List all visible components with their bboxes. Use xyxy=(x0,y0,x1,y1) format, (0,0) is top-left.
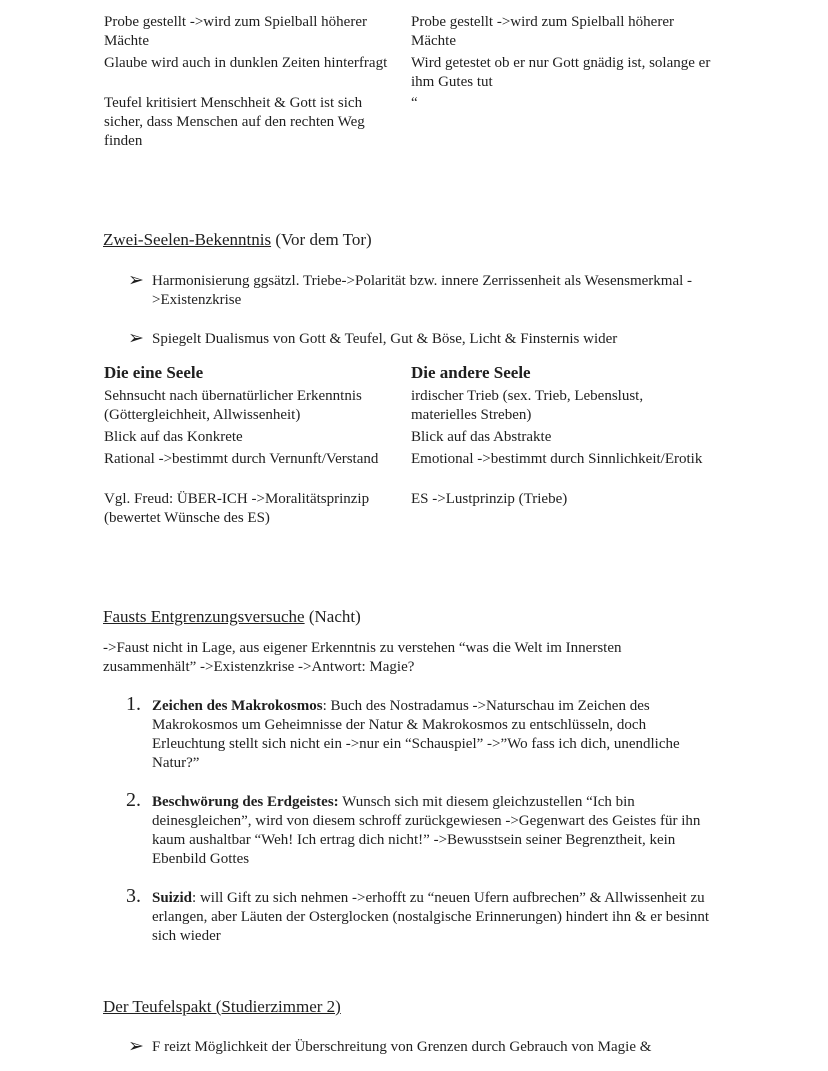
list-item-bold: Suizid xyxy=(152,890,193,906)
table-right-cell-2: Blick auf das Abstrakte xyxy=(411,429,552,445)
section-heading-teufelspakt: Der Teufelspakt (Studierzimmer 2) xyxy=(103,997,341,1016)
list-number: 2. xyxy=(126,789,141,811)
arrow-bullet-icon: ➢ xyxy=(128,270,144,291)
list-item-bold: Zeichen des Makrokosmos xyxy=(152,698,323,714)
top-table-right-cell-3: “ xyxy=(411,95,418,111)
list-item xyxy=(152,889,722,946)
list-item-text: : will Gift zu sich nehmen ->erhofft zu “neuen Ufern aufbrechen” & Allwissenheit zu erlangen, aber Läuten der Osterglocken (nostalgische Erinnerungen) hindert ihn & er besinnt sich wieder xyxy=(152,890,710,944)
table-left-cell-4: Vgl. Freud: ÜBER-ICH ->Moralitätsprinzip (bewertet Wünsche des ES) xyxy=(104,491,370,526)
bullet-text: Harmonisierung ggsätzl. Triebe->Polarität bzw. innere Zerrissenheit als Wesensmerkmal ->Existenzkrise xyxy=(152,273,693,308)
top-table-left-cell-2: Glaube wird auch in dunklen Zeiten hinterfragt xyxy=(104,55,388,71)
top-table-left-cell-1: Probe gestellt ->wird zum Spielball höherer Mächte xyxy=(104,14,367,49)
section-title: Fausts Entgrenzungsversuche xyxy=(103,607,305,626)
top-table-left-cell-3: Teufel kritisiert Menschheit & Gott ist sich sicher, dass Menschen auf den rechten Weg finden xyxy=(104,95,365,149)
arrow-bullet-icon: ➢ xyxy=(128,1036,144,1057)
list-item xyxy=(152,793,722,869)
list-item-text: : Buch des Nostradamus ->Naturschau im Zeichen des Makrokosmos um Geheimnisse der Natur & Makrokosmos zu entschlüsseln, doch Erleuchtung stellt sich nicht ein ->nur ein “Schauspiel” ->”Wo fass ich dich, unendliche Natur?” xyxy=(152,698,680,771)
table-left-cell-1: Sehnsucht nach übernatürlicher Erkenntnis (Göttergleichheit, Allwissenheit) xyxy=(104,388,362,423)
table-left-cell-2: Blick auf das Konkrete xyxy=(104,429,243,445)
table-header-right: Die andere Seele xyxy=(411,363,531,382)
section-heading-entgrenzung xyxy=(103,606,361,628)
list-number: 3. xyxy=(126,885,141,907)
table-right-cell-4: ES ->Lustprinzip (Triebe) xyxy=(411,491,568,507)
section-heading-zwei-seelen xyxy=(103,229,372,251)
table-right-cell-1: irdischer Trieb (sex. Trieb, Lebenslust, materielles Streben) xyxy=(411,388,644,423)
top-table-right-cell-1: Probe gestellt ->wird zum Spielball höherer Mächte xyxy=(411,14,674,49)
bullet-text: Spiegelt Dualismus von Gott & Teufel, Gut & Böse, Licht & Finsternis wider xyxy=(152,331,618,347)
section-title: Zwei-Seelen-Bekenntnis xyxy=(103,230,272,249)
top-table-right-cell-2: Wird getestet ob er nur Gott gnädig ist, solange er ihm Gutes tut xyxy=(411,55,711,90)
list-item-text: Wunsch sich mit diesem gleichzustellen “Ich bin deinesgleichen”, wird von diesem schroff zurückgewiesen ->Gegenwart des Geistes für ihn kaum aushaltbar “Weh! Ich ertrag dich nicht!” ->Bewusstsein seiner Begrenztheit, kein Ebenbild Gottes xyxy=(152,794,701,867)
section-intro: ->Faust nicht in Lage, aus eigener Erkenntnis zu verstehen “was die Welt im Innersten zusammenhält” ->Existenzkrise ->Antwort: Magie? xyxy=(103,640,622,675)
list-item-bold: Beschwörung des Erdgeistes: xyxy=(152,794,339,810)
arrow-bullet-icon: ➢ xyxy=(128,328,144,349)
list-item xyxy=(152,697,722,773)
bullet-text: F reizt Möglichkeit der Überschreitung von Grenzen durch Gebrauch von Magie & xyxy=(152,1039,652,1055)
table-header-left: Die eine Seele xyxy=(104,363,204,382)
section-subtitle: (Vor dem Tor) xyxy=(271,230,372,249)
table-right-cell-3: Emotional ->bestimmt durch Sinnlichkeit/Erotik xyxy=(411,451,703,467)
section-subtitle: (Nacht) xyxy=(304,607,361,626)
list-number: 1. xyxy=(126,693,141,715)
table-left-cell-3: Rational ->bestimmt durch Vernunft/Verstand xyxy=(104,451,379,467)
